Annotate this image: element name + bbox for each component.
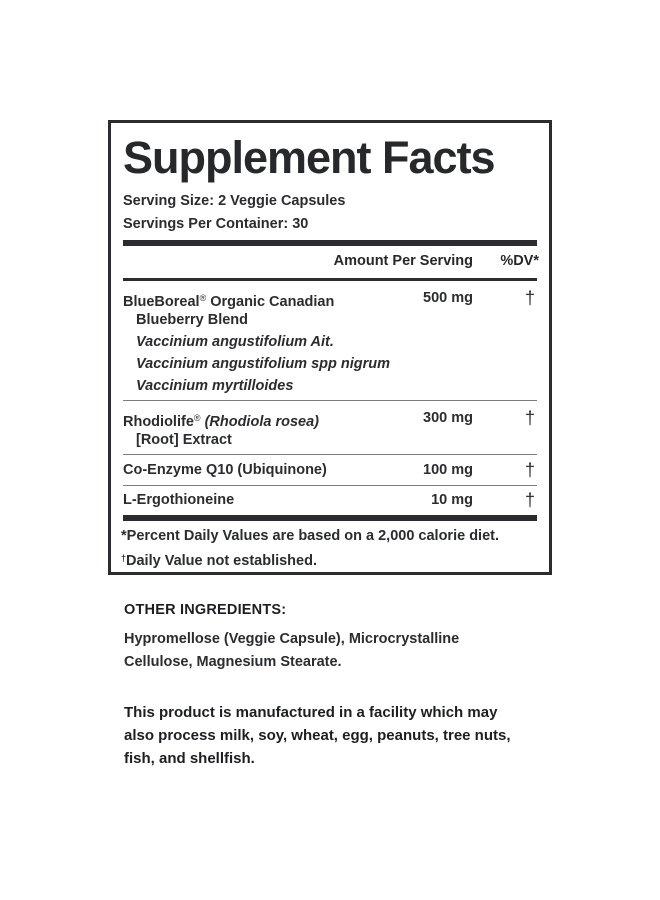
- row-divider: [123, 485, 537, 486]
- footnote-dv-not-established: [121, 553, 317, 569]
- ingredient-amount: 10 mg: [431, 492, 473, 508]
- registered-mark: ®: [193, 413, 201, 423]
- row-divider: [123, 400, 537, 401]
- ingredient-amount: 500 mg: [423, 290, 473, 306]
- ingredient-row: [123, 407, 537, 451]
- allergen-notice: This product is manufactured in a facility which may also process milk, soy, wheat, egg, peanuts, tree nuts, fish, and shellfish.: [124, 704, 511, 767]
- thick-divider: [123, 515, 537, 521]
- ingredient-name-rest: Organic Canadian: [206, 294, 335, 310]
- dagger-mark: †: [121, 553, 127, 563]
- dagger-icon: †: [524, 460, 535, 480]
- serving-size: Serving Size: 2 Veggie Capsules: [123, 193, 346, 209]
- dagger-icon: †: [524, 288, 535, 308]
- registered-mark: ®: [199, 293, 207, 303]
- other-ingredients-text: Hypromellose (Veggie Capsule), Microcrystalline Cellulose, Magnesium Stearate.: [124, 631, 460, 670]
- footnote-percent-dv: *Percent Daily Values are based on a 2,000 calorie diet.: [121, 528, 499, 544]
- supplement-facts-panel: [108, 120, 552, 575]
- ingredient-amount: 100 mg: [423, 462, 473, 478]
- ingredient-species: Vaccinium angustifolium Ait.: [136, 334, 334, 350]
- ingredient-row: [123, 459, 537, 481]
- header-divider: [123, 278, 537, 281]
- dagger-icon: †: [524, 490, 535, 510]
- ingredient-row: [123, 287, 537, 397]
- amount-per-serving-header: Amount Per Serving: [333, 253, 473, 269]
- ingredient-species: Vaccinium angustifolium spp nigrum: [136, 356, 391, 372]
- ingredient-name: L-Ergothioneine: [123, 492, 235, 508]
- ingredient-row: [123, 489, 537, 511]
- dagger-icon: †: [524, 408, 535, 428]
- servings-per-container: Servings Per Container: 30: [123, 216, 309, 232]
- dv-header: %DV*: [500, 253, 539, 269]
- footnote-text: Daily Value not established.: [126, 553, 317, 569]
- ingredient-botanical: (Rhodiola rosea): [204, 414, 319, 430]
- ingredient-name: Rhodiolife: [123, 414, 194, 430]
- row-divider: [123, 454, 537, 455]
- thick-divider: [123, 240, 537, 246]
- other-ingredients-heading: OTHER INGREDIENTS:: [124, 602, 287, 618]
- ingredient-subline: [Root] Extract: [136, 432, 232, 448]
- ingredient-amount: 300 mg: [423, 410, 473, 426]
- panel-title: Supplement Facts: [123, 132, 495, 183]
- ingredient-name: BlueBoreal: [123, 294, 200, 310]
- ingredient-name: Co-Enzyme Q10 (Ubiquinone): [123, 462, 327, 478]
- ingredient-subline: Blueberry Blend: [136, 312, 248, 328]
- ingredient-species: Vaccinium myrtilloides: [136, 378, 294, 394]
